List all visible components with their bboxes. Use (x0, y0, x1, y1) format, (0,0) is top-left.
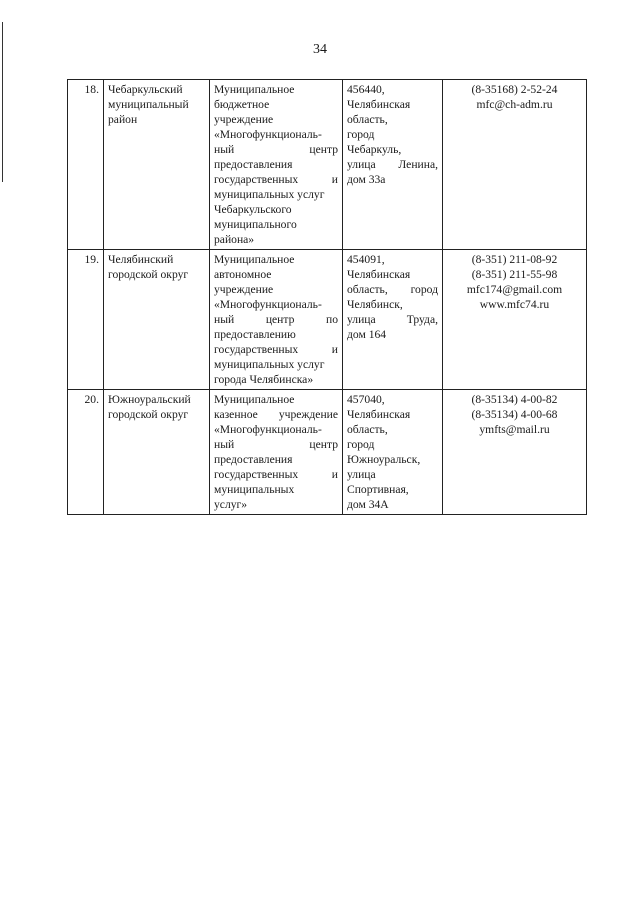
organization-line: «Многофункциональ- (214, 298, 322, 311)
organization-line: ный центр по (214, 313, 338, 326)
organization-line: Муниципальное (214, 253, 295, 266)
organization-line: муниципальных услуг (214, 358, 325, 371)
phone-number: (8-35134) 4-00-82 (471, 393, 558, 406)
address-cell (343, 390, 443, 515)
email-address: mfc174@gmail.com (466, 283, 563, 296)
address-line: дом 164 (347, 328, 387, 341)
organization-line: района» (214, 233, 255, 246)
organization-line: ный центр (214, 143, 338, 156)
address-line: город (347, 438, 375, 451)
address-line: дом 34А (347, 498, 389, 511)
address-line: 456440, (347, 83, 385, 96)
organization-cell (210, 80, 343, 250)
table-row (68, 390, 587, 515)
district-line: район (108, 113, 138, 126)
table-row (68, 80, 587, 250)
address-line: Чебаркуль, (347, 143, 402, 156)
organization-line: города Челябинска» (214, 373, 314, 386)
district-cell (104, 390, 210, 515)
organization-line: Муниципальное (214, 393, 295, 406)
organization-line: муниципального (214, 218, 297, 231)
organization-line: «Многофункциональ- (214, 423, 322, 436)
district-line: Челябинский (108, 253, 174, 266)
page-number: 34 (313, 42, 327, 57)
address-line: Челябинск, (347, 298, 403, 311)
organization-line: бюджетное (214, 98, 270, 111)
phone-number: (8-35168) 2-52-24 (471, 83, 558, 96)
district-line: городской округ (108, 268, 189, 281)
district-cell (104, 80, 210, 250)
organization-line: автономное (214, 268, 272, 281)
address-line: Челябинская (347, 268, 411, 281)
district-line: Южноуральский (108, 393, 191, 406)
organization-line: учреждение (214, 113, 274, 126)
organization-line: казенное учреждение (214, 408, 338, 421)
organization-cell (210, 250, 343, 390)
table-row (68, 250, 587, 390)
address-line: 457040, (347, 393, 385, 406)
address-line: Спортивная, (347, 483, 409, 496)
district-cell (104, 250, 210, 390)
address-line: улица Ленина, (347, 158, 438, 171)
organization-line: государственных и (214, 173, 338, 186)
address-line: Южноуральск, (347, 453, 421, 466)
organization-line: муниципальных (214, 483, 295, 496)
phone-number: (8-351) 211-55-98 (471, 268, 558, 281)
organization-line: учреждение (214, 283, 274, 296)
organization-line: услуг» (214, 498, 248, 511)
row-number: 19. (68, 250, 104, 390)
address-line: город (347, 128, 375, 141)
organization-line: Чебаркульского (214, 203, 292, 216)
email-address: mfc@ch-adm.ru (476, 98, 553, 111)
website-address: www.mfc74.ru (479, 298, 550, 311)
phone-number: (8-35134) 4-00-68 (471, 408, 558, 421)
email-address: ymfts@mail.ru (479, 423, 550, 436)
organization-cell (210, 390, 343, 515)
organization-line: государственных и (214, 343, 338, 356)
address-line: Челябинская (347, 408, 411, 421)
contacts-cell (443, 250, 587, 390)
contacts-cell (443, 390, 587, 515)
organization-line: предоставления (214, 453, 293, 466)
phone-number: (8-351) 211-08-92 (471, 253, 558, 266)
address-line: 454091, (347, 253, 385, 266)
district-line: городской округ (108, 408, 189, 421)
organization-line: муниципальных услуг (214, 188, 325, 201)
address-line: улица Труда, (347, 313, 438, 326)
address-line: улица (347, 468, 376, 481)
address-cell (343, 250, 443, 390)
contacts-cell (443, 80, 587, 250)
organization-line: Муниципальное (214, 83, 295, 96)
district-line: муниципальный (108, 98, 189, 111)
address-line: Челябинская (347, 98, 411, 111)
row-number: 18. (68, 80, 104, 250)
address-line: область, город (347, 283, 438, 296)
organization-line: «Многофункциональ- (214, 128, 322, 141)
organization-line: предоставлению (214, 328, 296, 341)
address-line: дом 33а (347, 173, 386, 186)
address-line: область, (347, 423, 388, 436)
district-line: Чебаркульский (108, 83, 183, 96)
organization-line: государственных и (214, 468, 338, 481)
address-cell (343, 80, 443, 250)
organization-line: ный центр (214, 438, 338, 451)
mfc-registry-table (67, 79, 587, 515)
row-number: 20. (68, 390, 104, 515)
organization-line: предоставления (214, 158, 293, 171)
address-line: область, (347, 113, 388, 126)
